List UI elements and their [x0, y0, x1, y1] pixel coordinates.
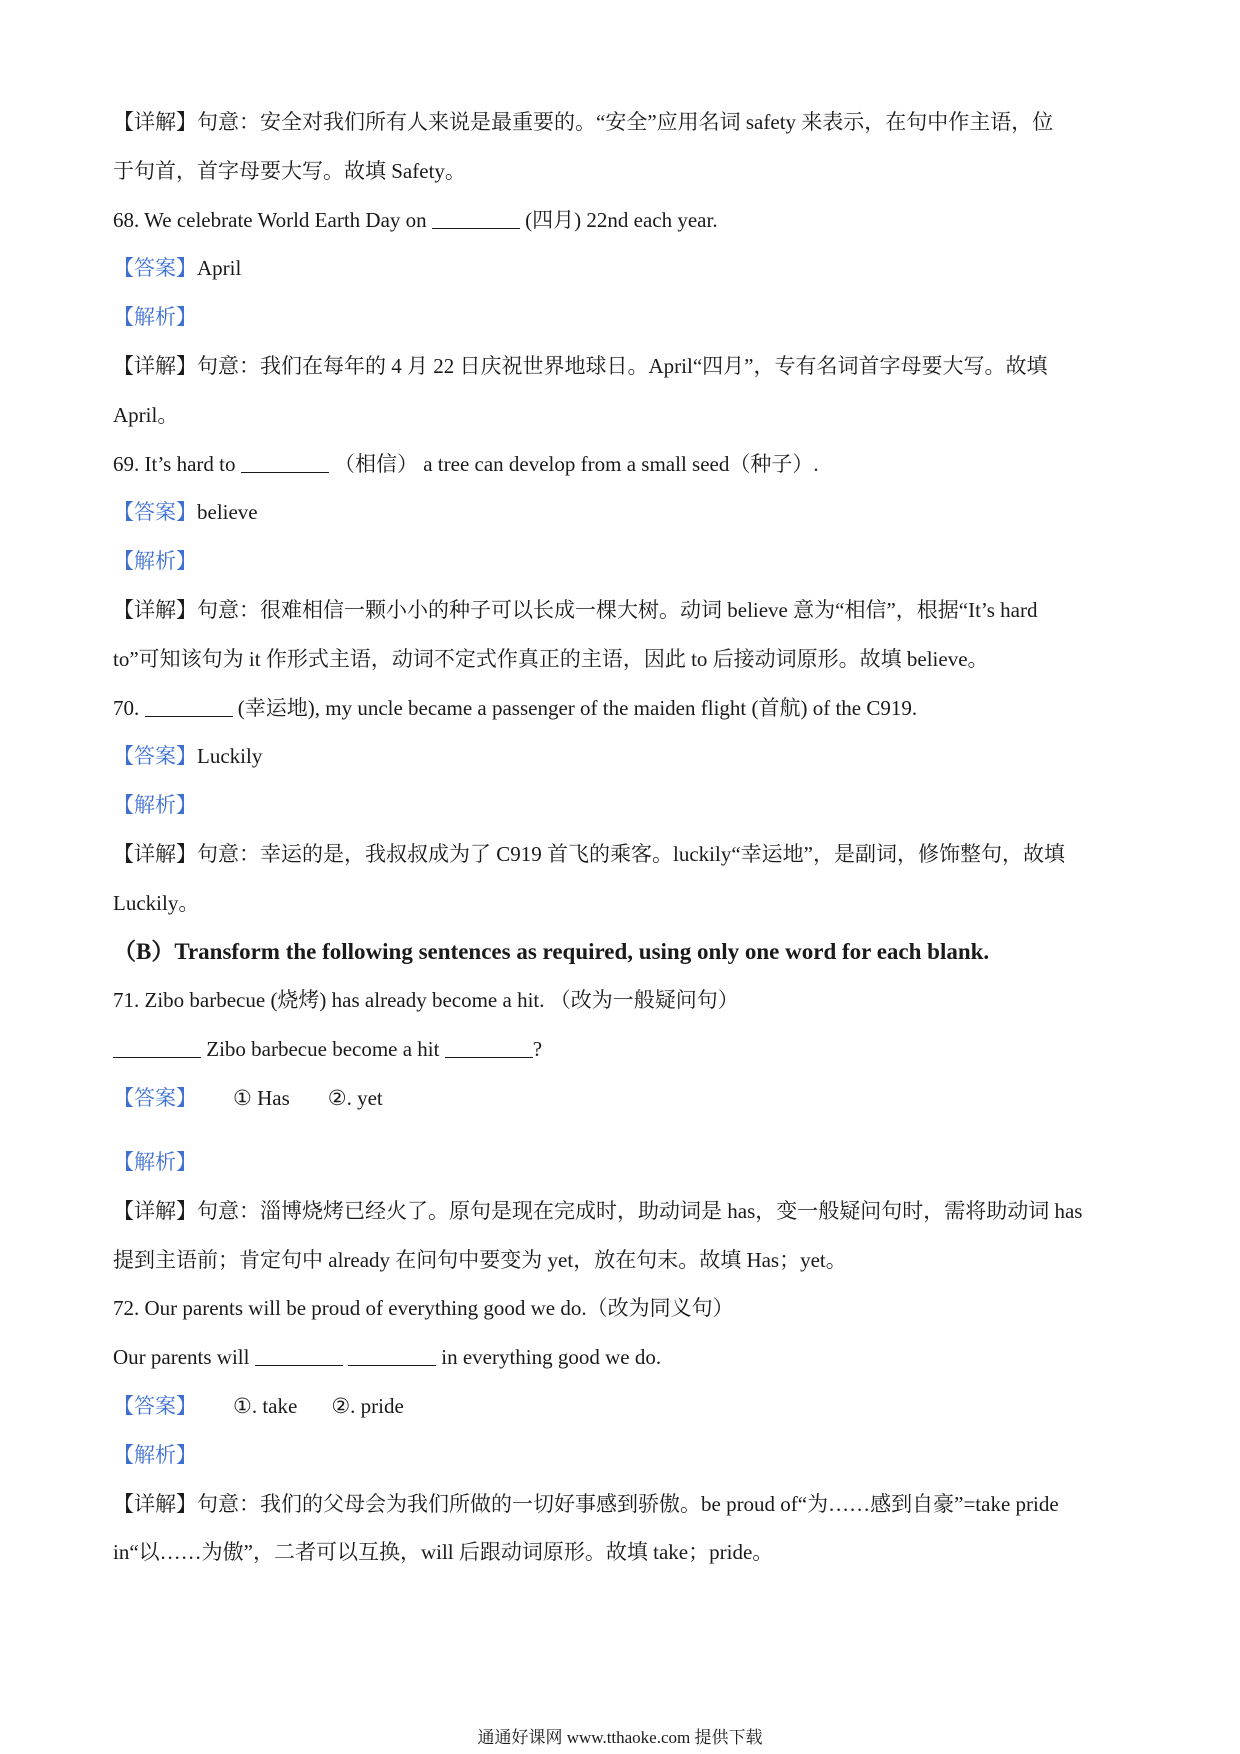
q70-answer: 【答案】Luckily	[113, 744, 263, 769]
answer-label: 【答案】	[113, 1393, 197, 1418]
analysis-label: 【解析】	[113, 793, 197, 818]
answer-blank	[241, 454, 329, 473]
answer-blank	[348, 1347, 436, 1366]
q71-detail-line-1: 【详解】句意：淄博烧烤已经火了。原句是现在完成时，助动词是 has，变一般疑问句时，需将助动词 has	[113, 1198, 1083, 1223]
q70-detail-line-1: 【详解】句意：幸运的是，我叔叔成为了 C919 首飞的乘客。luckily“幸运地”，是副词，修饰整句，故填	[113, 841, 1065, 866]
analysis-label: 【解析】	[113, 1149, 197, 1174]
q67-detail-line-1: 【详解】句意：安全对我们所有人来说是最重要的。“安全”应用名词 safety 来表示，在句中作主语，位	[113, 110, 1054, 134]
answer-blank	[113, 1039, 201, 1058]
analysis-label: 【解析】	[113, 549, 197, 574]
q69-detail-line-1: 【详解】句意：很难相信一颗小小的种子可以长成一棵大树。动词 believe 意为“相信”，根据“It’s hard	[113, 597, 1038, 622]
q70-analysis	[113, 781, 1133, 830]
q68-detail-line-2: April。	[113, 402, 179, 427]
answer-blank	[445, 1039, 533, 1058]
q69-analysis	[113, 537, 1133, 586]
q69-detail-line-2: to”可知该句为 it 作形式主语，动词不定式作真正的主语，因此 to 后接动词原形。故填 believe。	[113, 646, 989, 671]
q68-detail-line-1: 【详解】句意：我们在每年的 4 月 22 日庆祝世界地球日。April“四月”，专有名词首字母要大写。故填	[113, 353, 1048, 378]
q71-template: Zibo barbecue become a hit ?	[113, 1025, 1133, 1074]
detail-label: 【详解】	[113, 597, 197, 622]
detail-label: 【详解】	[113, 353, 197, 378]
answer-blank	[145, 698, 233, 717]
analysis-label: 【解析】	[113, 1442, 197, 1467]
q72-question: 72. Our parents will be proud of everything good we do.（改为同义句）	[113, 1296, 734, 1321]
detail-label: 【详解】	[113, 1491, 197, 1516]
q71-question: 71. Zibo barbecue (烧烤) has already become a hit. （改为一般疑问句）	[113, 988, 739, 1013]
q72-template: Our parents will in everything good we do.	[113, 1345, 662, 1370]
q70-detail-line-2: Luckily。	[113, 890, 200, 915]
q72-detail-line-2: in“以……为傲”，二者可以互换，will 后跟动词原形。故填 take；pride。	[113, 1540, 774, 1565]
q72-detail-line-1: 【详解】句意：我们的父母会为我们所做的一切好事感到骄傲。be proud of“为……感到自豪”=take pride	[113, 1491, 1059, 1516]
detail-label: 【详解】	[113, 1198, 197, 1223]
answer-blank	[432, 210, 520, 229]
detail-label: 【详解】	[113, 110, 197, 134]
q68-question: 68. We celebrate World Earth Day on (四月) 22nd each year.	[113, 207, 718, 232]
answer-label: 【答案】	[113, 744, 197, 769]
q70-question: 70. (幸运地), my uncle became a passenger of the maiden flight (首航) of the C919.	[113, 695, 918, 720]
page-footer: 通通好课网 www.tthaoke.com 提供下载	[477, 1728, 763, 1747]
q68-analysis	[113, 293, 1133, 342]
answer-blank	[255, 1347, 343, 1366]
q71-answer: 【答案】 ① Has ②. yet	[113, 1085, 383, 1110]
q69-answer: 【答案】believe	[113, 500, 258, 525]
analysis-label: 【解析】	[113, 305, 197, 330]
q69-question: 69. It’s hard to （相信） a tree can develop from a small seed（种子）.	[113, 451, 819, 476]
q71-detail-line-2: 提到主语前；肯定句中 already 在问句中要变为 yet，放在句末。故填 Has；yet。	[113, 1247, 847, 1272]
q67-detail-line-2: 于句首，首字母要大写。故填 Safety。	[113, 158, 466, 183]
q72-analysis	[113, 1431, 1133, 1480]
q68-answer: 【答案】April	[113, 256, 242, 281]
q71-analysis	[113, 1138, 1133, 1187]
answer-label: 【答案】	[113, 1085, 197, 1110]
answer-label: 【答案】	[113, 500, 197, 525]
answer-label: 【答案】	[113, 256, 197, 281]
section-b-heading: （B）Transform the following sentences as required, using only one word for each blank.	[113, 938, 990, 964]
detail-label: 【详解】	[113, 841, 197, 866]
document-body	[113, 98, 1133, 1577]
q72-answer: 【答案】 ①. take ②. pride	[113, 1393, 404, 1418]
